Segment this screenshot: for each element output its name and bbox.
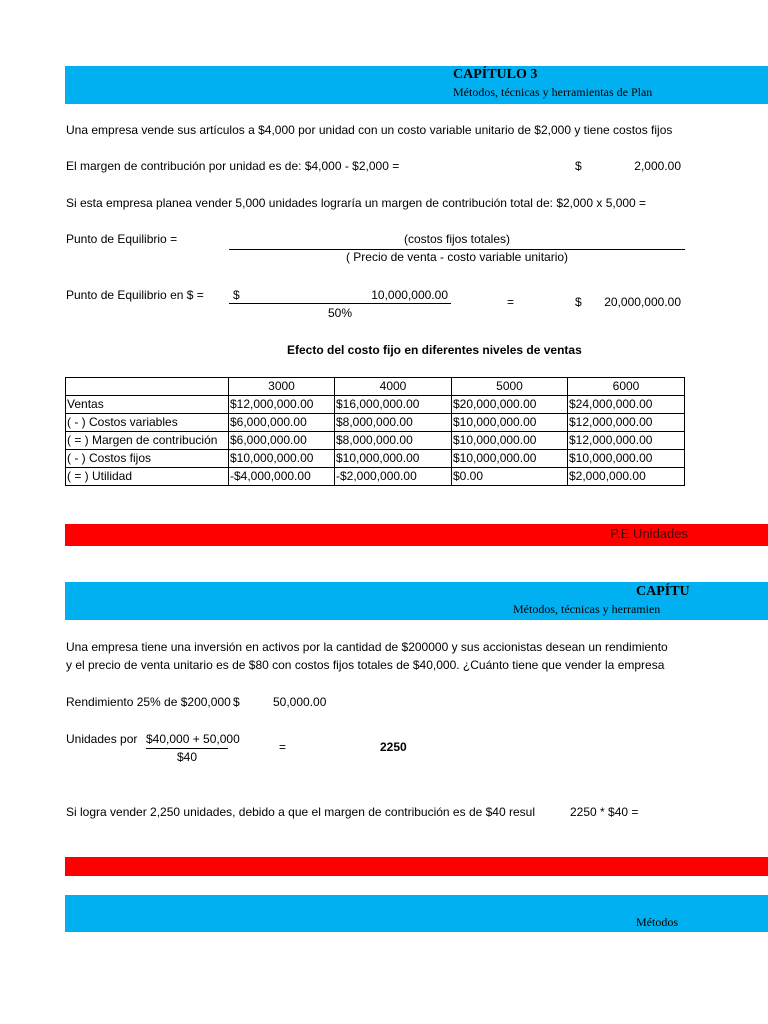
table-cell: $10,000,000.00 (568, 450, 685, 468)
rendimiento-value: 50,000.00 (273, 695, 327, 709)
table-title: Efecto del costo fijo en diferentes niveles de ventas (287, 343, 582, 357)
table-row (66, 450, 685, 468)
table-cell: $24,000,000.00 (568, 396, 685, 414)
table-cell: $2,000,000.00 (568, 468, 685, 486)
chapter-title-2: CAPÍTU (636, 584, 690, 599)
row-label: ( = ) Margen de contribución (66, 432, 229, 450)
header-cell: 3000 (229, 378, 335, 396)
table-row (66, 396, 685, 414)
table-row (66, 432, 685, 450)
pe-denominator: ( Precio de venta - costo variable unitario) (345, 250, 569, 264)
chapter-title: CAPÍTULO 3 (453, 67, 538, 82)
cost-effect-table (65, 377, 685, 486)
table-row (66, 468, 685, 486)
units-label: Unidades por (66, 732, 138, 746)
pe-units-label: P.E Unidades (610, 526, 688, 541)
pe-money-numerator: 10,000,000.00 (371, 288, 448, 302)
intro-line-2: y el precio de venta unitario es de $80 con costos fijos totales de $40,000. ¿Cuánto tiene que vender la empresa (66, 658, 665, 672)
intro-text: Una empresa vende sus artículos a $4,000 por unidad con un costo variable unitario de $2,000 y tiene costos fijos (66, 123, 673, 137)
row-label: ( = ) Utilidad (66, 468, 229, 486)
table-cell: $10,000,000.00 (452, 432, 568, 450)
row-label: Ventas (66, 396, 229, 414)
pe-money-currency: $ (233, 288, 240, 302)
closing-text: Si logra vender 2,250 unidades, debido a que el margen de contribución es de $40 resul (66, 805, 535, 819)
table-cell: $10,000,000.00 (229, 450, 335, 468)
red-band-2 (65, 857, 768, 876)
header-cell: 5000 (452, 378, 568, 396)
pe-money-denominator: 50% (328, 306, 353, 320)
table-cell: $6,000,000.00 (229, 432, 335, 450)
closing-calc: 2250 * $40 = (570, 805, 639, 819)
table-cell: $12,000,000.00 (229, 396, 335, 414)
table-cell: $12,000,000.00 (568, 432, 685, 450)
units-denominator: $40 (176, 750, 198, 764)
rendimiento-label: Rendimiento 25% de $200,000 (66, 695, 231, 709)
table-row (66, 414, 685, 432)
pe-money-label: Punto de Equilibrio en $ = (66, 288, 204, 302)
header-cell: 6000 (568, 378, 685, 396)
chapter-subtitle-2: Métodos, técnicas y herramien (513, 602, 661, 616)
rendimiento-currency: $ (233, 695, 240, 709)
table-cell: $10,000,000.00 (335, 450, 452, 468)
row-label: ( - ) Costos variables (66, 414, 229, 432)
table-cell: -$2,000,000.00 (335, 468, 452, 486)
margin-currency: $ (575, 159, 582, 173)
pe-money-fraction-line (229, 303, 451, 304)
plan-text: Si esta empresa planea vender 5,000 unidades lograría un margen de contribución total de: $2,000 x 5,000 = (66, 196, 647, 210)
table-cell: $12,000,000.00 (568, 414, 685, 432)
margin-label: El margen de contribución por unidad es de: $4,000 - $2,000 = (66, 159, 400, 173)
pe-label: Punto de Equilibrio = (66, 232, 178, 246)
pe-money-result: 20,000,000.00 (604, 295, 681, 309)
table-cell: -$4,000,000.00 (229, 468, 335, 486)
units-equals: = (279, 740, 287, 754)
pe-money-equals: = (507, 295, 515, 309)
table-cell: $16,000,000.00 (335, 396, 452, 414)
row-label: ( - ) Costos fijos (66, 450, 229, 468)
table-cell: $6,000,000.00 (229, 414, 335, 432)
table-cell: $20,000,000.00 (452, 396, 568, 414)
margin-value: 2,000.00 (634, 159, 681, 173)
intro-line-1: Una empresa tiene una inversión en activos por la cantidad de $200000 y sus accionistas desean un rendimiento (66, 640, 668, 654)
pe-money-result-currency: $ (575, 295, 582, 309)
units-fraction-line (146, 748, 228, 749)
chapter-subtitle-3: Métodos (636, 915, 678, 929)
header-cell: 4000 (335, 378, 452, 396)
table-cell: $8,000,000.00 (335, 414, 452, 432)
table-cell: $10,000,000.00 (452, 414, 568, 432)
header-cell (66, 378, 229, 396)
units-result: 2250 (380, 740, 407, 754)
pe-numerator: (costos fijos totales) (403, 232, 511, 246)
table-cell: $0.00 (452, 468, 568, 486)
table-header-row (66, 378, 685, 396)
units-numerator: $40,000 + 50,000 (146, 732, 240, 746)
table-cell: $8,000,000.00 (335, 432, 452, 450)
chapter-subtitle: Métodos, técnicas y herramientas de Plan (453, 85, 653, 99)
table-cell: $10,000,000.00 (452, 450, 568, 468)
